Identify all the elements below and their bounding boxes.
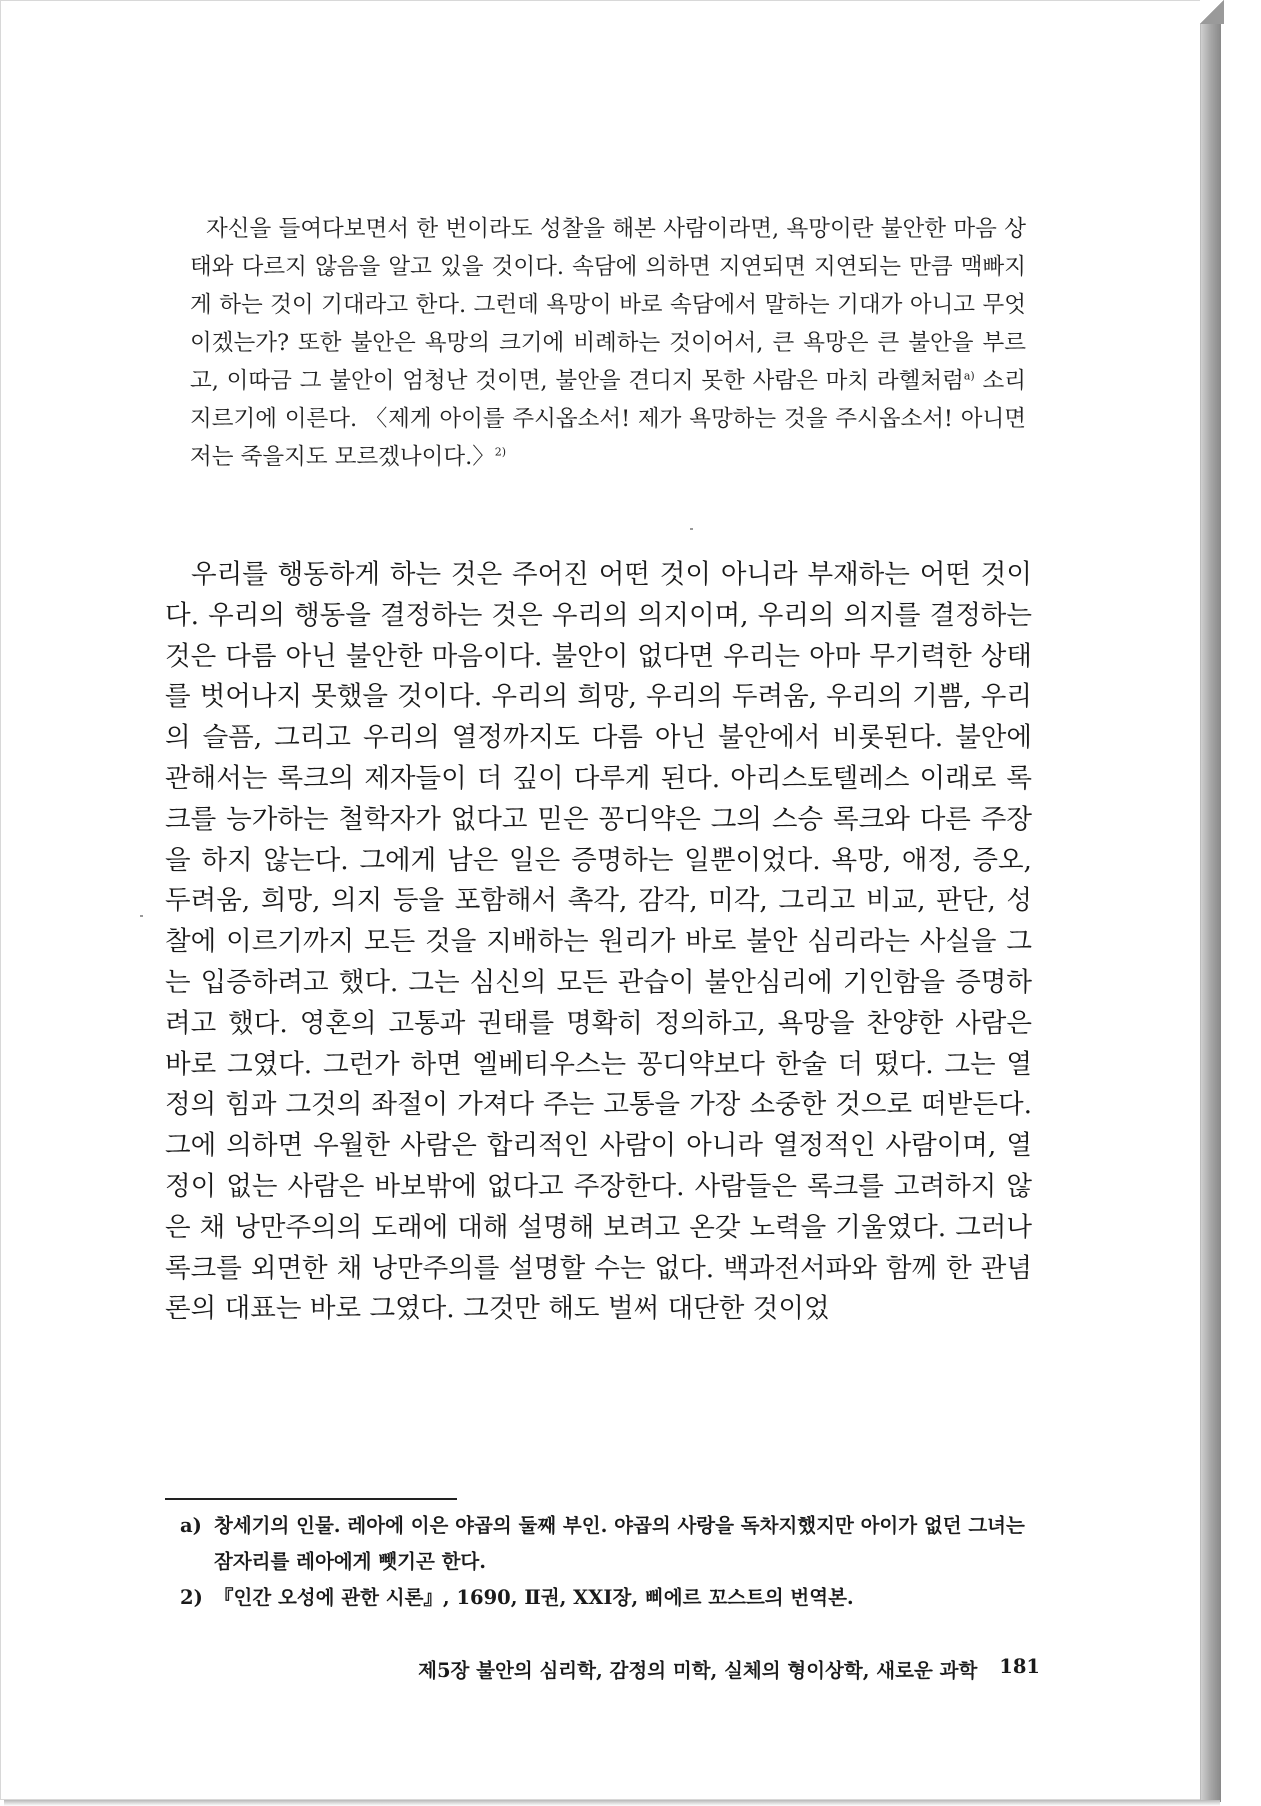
quote-text: 자신을 들여다보면서 한 번이라도 성찰을 해본 사람이라면, 욕망이란 불안한 마음 상태와 다르지 않음을 알고 있을 것이다. 속담에 의하면 지연되면 지연되는 만큼 맥빠지게 하는 것이 기대라고 한다. 그런데 욕망이 바로 속담에서 말하는 기대가 아니고 무엇이겠는가? 또한 불안은 욕망의 크기에 비례하는 것이어서, 큰 욕망은 큰 불안을 부르고, 이따금 그 불안이 엄청난 것이면, 불안을 견디지 못한 사람은 마치 라헬처럼 <box>190 216 1026 394</box>
page-corner <box>1200 0 1224 24</box>
footnote-mark: 2) <box>180 1586 203 1609</box>
footnote-mark: a) <box>180 1514 202 1537</box>
footnote-text: 창세기의 인물. 레아에 이은 야곱의 둘째 부인. 야곱의 사랑을 독차지했지만 아이가 없던 그녀는 잠자리를 레아에게 뺏기곤 한다. <box>214 1514 1025 1573</box>
running-footer <box>340 1655 1040 1683</box>
page-stack-edge <box>1200 4 1221 1802</box>
footnotes <box>180 1508 1030 1616</box>
page-number: 181 <box>999 1655 1040 1678</box>
scan-speck <box>140 915 143 917</box>
page-shadow <box>4 1800 1220 1806</box>
footnote-ref-2: 2) <box>494 445 507 459</box>
scan-speck <box>690 528 693 530</box>
footnote-divider <box>165 1498 457 1500</box>
body-paragraph: 우리를 행동하게 하는 것은 주어진 어떤 것이 아니라 부재하는 어떤 것이다. 우리의 행동을 결정하는 것은 우리의 의지이며, 우리의 의지를 결정하는 것은 다름 아닌 불안한 마음이다. 불안이 없다면 우리는 아마 무기력한 상태를 벗어나지 못했을 것이다. 우리의 희망, 우리의 두려움, 우리의 기쁨, 우리의 슬픔, 그리고 우리의 열정까지도 다름 아닌 불안에서 비롯된다. 불안에 관해서는 록크의 제자들이 더 깊이 다루게 된다. 아리스토텔레스 이래로 록크를 능가하는 철학자가 없다고 믿은 꽁디약은 그의 스승 록크와 다른 주장을 하지 않는다. 그에게 남은 일은 증명하는 일뿐이었다. 욕망, 애정, 증오, 두려움, 희망, 의지 등을 포함해서 촉각, 감각, 미각, 그리고 비교, 판단, 성찰에 이르기까지 모든 것을 지배하는 원리가 바로 불안 심리라는 사실을 그는 입증하려고 했다. 그는 심신의 모든 관습이 불안심리에 기인함을 증명하려고 했다. 영혼의 고통과 권태를 명확히 정의하고, 욕망을 찬양한 사람은 바로 그였다. 그런가 하면 엘베티우스는 꽁디약보다 한술 더 떴다. 그는 열정의 힘과 그것의 좌절이 가져다 주는 고통을 가장 소중한 것으로 떠받든다. 그에 의하면 우월한 사람은 합리적인 사람이 아니라 열정적인 사람이며, 열정이 없는 사람은 바보밖에 없다고 주장한다. 사람들은 록크를 고려하지 않은 채 낭만주의의 도래에 대해 설명해 보려고 온갖 노력을 기울였다. 그러나 록크를 외면한 채 낭만주의를 설명할 수는 없다. 백과전서파와 함께 한 관념론의 대표는 바로 그였다. 그것만 해도 벌써 대단한 것이었 <box>165 559 1032 1325</box>
quote-text-continued: 소리지르기에 이른다. 〈제게 아이를 주시옵소서! 제가 욕망하는 것을 주시옵소서! 아니면 저는 죽을지도 모르겠나이다.〉 <box>190 368 1027 470</box>
epigraph-quote <box>190 210 1026 476</box>
chapter-title: 제5장 불안의 심리학, 감정의 미학, 실체의 형이상학, 새로운 과학 <box>418 1659 978 1682</box>
footnote-ref-a: a) <box>963 369 975 383</box>
footnote-text: 『인간 오성에 관한 시론』, 1690, Ⅱ권, XXI장, 삐에르 꼬스트의 번역본. <box>214 1586 854 1609</box>
footnote-2 <box>180 1580 1030 1616</box>
footnote-a <box>180 1508 1030 1580</box>
